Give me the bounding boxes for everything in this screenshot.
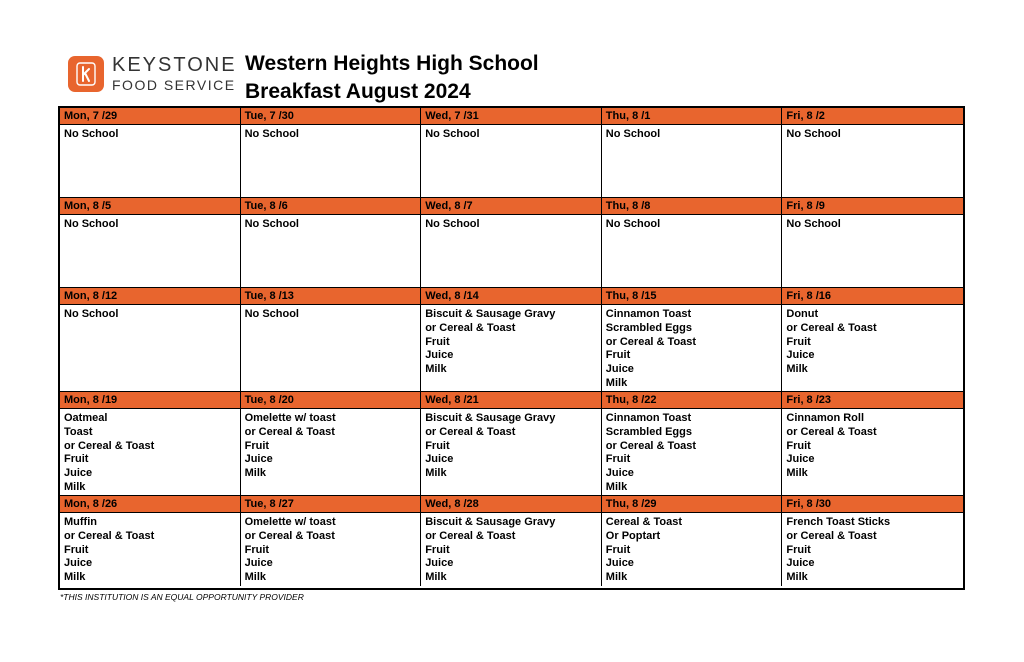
day-cell-week4-wed: [421, 392, 602, 496]
menu-calendar: [58, 106, 965, 590]
menu-item: or Cereal & Toast: [605, 439, 697, 452]
day-cell-week5-mon: [60, 496, 241, 586]
day-menu-items: [782, 125, 963, 142]
day-menu-items: [782, 409, 963, 481]
day-menu-items: [241, 215, 421, 232]
menu-item: or Cereal & Toast: [425, 425, 516, 438]
day-menu-items: [241, 513, 421, 585]
day-cell-week4-thu: [602, 392, 783, 496]
day-menu-items: [60, 513, 240, 585]
menu-item: No School: [605, 218, 661, 230]
day-menu-items: [241, 125, 421, 142]
day-cell-week4-mon: [60, 392, 241, 496]
keystone-logo-icon: [68, 56, 104, 92]
day-cell-week1-wed: [421, 108, 602, 198]
day-menu-items: [602, 513, 782, 585]
menu-item: Cinnamon Toast: [605, 412, 692, 424]
menu-item: or Cereal & Toast: [425, 529, 516, 542]
menu-item: Juice: [786, 453, 815, 466]
menu-item: Muffin: [64, 516, 97, 528]
menu-item: Fruit: [244, 439, 270, 452]
day-cell-week3-thu: [602, 288, 783, 392]
day-date-header: Tue, 7 /30: [241, 108, 421, 125]
menu-item: Juice: [605, 557, 634, 570]
brand-logo: [68, 55, 237, 92]
menu-item: Cinnamon Roll: [786, 412, 864, 424]
menu-item: Donut: [786, 308, 819, 320]
day-date-header: Tue, 8 /6: [241, 198, 421, 215]
menu-item: Cereal & Toast: [605, 516, 683, 528]
menu-item: or Cereal & Toast: [64, 439, 155, 452]
day-date-header: Mon, 7 /29: [60, 108, 240, 125]
menu-item: Milk: [605, 376, 628, 389]
day-cell-week5-wed: [421, 496, 602, 586]
menu-item: Juice: [244, 453, 273, 466]
page-title-block: [245, 50, 539, 106]
day-date-header: Mon, 8 /5: [60, 198, 240, 215]
day-menu-items: [421, 409, 601, 481]
day-cell-week1-thu: [602, 108, 783, 198]
day-date-header: Fri, 8 /2: [782, 108, 963, 125]
menu-item: Milk: [425, 363, 447, 376]
menu-item: Fruit: [786, 335, 811, 348]
equal-opportunity-footnote: *THIS INSTITUTION IS AN EQUAL OPPORTUNITY PROVIDER: [60, 592, 304, 602]
menu-item: Juice: [786, 349, 815, 362]
day-date-header: Tue, 8 /27: [241, 496, 421, 513]
day-date-header: Fri, 8 /16: [782, 288, 963, 305]
menu-title: Breakfast August 2024: [245, 80, 471, 103]
day-cell-week3-tue: [241, 288, 422, 392]
day-menu-items: [782, 305, 963, 377]
menu-item: or Cereal & Toast: [64, 529, 155, 542]
day-cell-week4-fri: [782, 392, 963, 496]
day-date-header: Fri, 8 /9: [782, 198, 963, 215]
day-cell-week2-wed: [421, 198, 602, 288]
menu-item: Juice: [786, 557, 815, 570]
menu-item: Milk: [786, 571, 808, 584]
day-cell-week5-tue: [241, 496, 422, 586]
menu-item: No School: [786, 128, 841, 140]
menu-item: or Cereal & Toast: [786, 529, 877, 542]
menu-item: Omelette w/ toast: [244, 516, 336, 528]
menu-item: Milk: [244, 571, 266, 584]
menu-item: Milk: [605, 480, 628, 493]
day-menu-items: [602, 215, 782, 232]
menu-item: Juice: [425, 453, 454, 466]
menu-item: No School: [244, 128, 299, 140]
menu-item: Milk: [786, 363, 808, 376]
menu-item: No School: [605, 128, 661, 140]
school-title: Western Heights High School: [245, 52, 539, 75]
menu-item: Fruit: [605, 349, 631, 362]
day-menu-items: [421, 125, 601, 142]
day-cell-week3-fri: [782, 288, 963, 392]
menu-item: Milk: [605, 571, 628, 584]
day-menu-items: [60, 305, 240, 322]
day-cell-week1-fri: [782, 108, 963, 198]
menu-item: No School: [64, 218, 119, 230]
menu-item: Cinnamon Toast: [605, 308, 692, 320]
day-menu-items: [421, 305, 601, 377]
day-date-header: Wed, 8 /28: [421, 496, 601, 513]
menu-item: Fruit: [64, 453, 89, 466]
menu-item: Biscuit & Sausage Gravy: [425, 308, 556, 320]
menu-item: Juice: [64, 467, 93, 480]
menu-item: or Cereal & Toast: [244, 529, 335, 542]
day-menu-items: [60, 215, 240, 232]
day-cell-week3-wed: [421, 288, 602, 392]
day-cell-week5-fri: [782, 496, 963, 586]
menu-item: No School: [786, 218, 841, 230]
menu-item: Fruit: [786, 439, 811, 452]
menu-item: No School: [64, 128, 119, 140]
menu-item: Biscuit & Sausage Gravy: [425, 412, 556, 424]
day-menu-items: [421, 513, 601, 585]
menu-item: Milk: [244, 467, 266, 480]
menu-item: No School: [425, 218, 480, 230]
menu-item: or Cereal & Toast: [425, 321, 516, 334]
day-cell-week2-thu: [602, 198, 783, 288]
menu-item: Juice: [425, 349, 454, 362]
menu-item: Juice: [244, 557, 273, 570]
day-menu-items: [602, 305, 782, 391]
menu-item: Omelette w/ toast: [244, 412, 336, 424]
menu-item: Juice: [605, 467, 634, 480]
menu-item: or Cereal & Toast: [605, 335, 697, 348]
day-cell-week2-mon: [60, 198, 241, 288]
menu-item: Biscuit & Sausage Gravy: [425, 516, 556, 528]
menu-item: Fruit: [425, 335, 450, 348]
menu-item: or Cereal & Toast: [244, 425, 335, 438]
day-menu-items: [241, 409, 421, 481]
day-date-header: Mon, 8 /26: [60, 496, 240, 513]
menu-item: Milk: [64, 571, 86, 584]
day-date-header: Fri, 8 /23: [782, 392, 963, 409]
day-date-header: Wed, 8 /21: [421, 392, 601, 409]
day-date-header: Mon, 8 /12: [60, 288, 240, 305]
day-date-header: Fri, 8 /30: [782, 496, 963, 513]
menu-item: or Cereal & Toast: [786, 321, 877, 334]
menu-item: Milk: [425, 467, 447, 480]
day-menu-items: [241, 305, 421, 322]
day-menu-items: [782, 513, 963, 585]
day-menu-items: [602, 409, 782, 495]
menu-item: Fruit: [244, 543, 270, 556]
day-date-header: Thu, 8 /1: [602, 108, 782, 125]
menu-item: Toast: [64, 425, 93, 438]
menu-item: Fruit: [425, 543, 450, 556]
menu-item: Oatmeal: [64, 412, 108, 424]
menu-item: Milk: [786, 467, 808, 480]
day-cell-week2-fri: [782, 198, 963, 288]
menu-item: No School: [64, 308, 119, 320]
menu-item: Juice: [64, 557, 93, 570]
menu-item: Scrambled Eggs: [605, 321, 692, 334]
day-menu-items: [60, 409, 240, 495]
day-menu-items: [421, 215, 601, 232]
menu-item: Fruit: [605, 543, 631, 556]
menu-item: No School: [244, 308, 299, 320]
menu-item: French Toast Sticks: [786, 516, 891, 528]
day-date-header: Wed, 7 /31: [421, 108, 601, 125]
menu-item: Scrambled Eggs: [605, 425, 692, 438]
menu-item: Fruit: [64, 543, 89, 556]
menu-item: Juice: [425, 557, 454, 570]
menu-item: Fruit: [425, 439, 450, 452]
day-date-header: Thu, 8 /22: [602, 392, 782, 409]
menu-item: Fruit: [605, 453, 631, 466]
day-date-header: Wed, 8 /7: [421, 198, 601, 215]
menu-item: Fruit: [786, 543, 811, 556]
day-cell-week4-tue: [241, 392, 422, 496]
brand-tagline: FOOD SERVICE: [112, 77, 236, 93]
menu-item: or Cereal & Toast: [786, 425, 877, 438]
menu-item: Milk: [64, 480, 86, 493]
day-date-header: Thu, 8 /29: [602, 496, 782, 513]
menu-item: No School: [244, 218, 299, 230]
menu-item: Or Poptart: [605, 529, 661, 542]
day-cell-week2-tue: [241, 198, 422, 288]
day-date-header: Tue, 8 /20: [241, 392, 421, 409]
day-date-header: Thu, 8 /15: [602, 288, 782, 305]
day-cell-week1-mon: [60, 108, 241, 198]
day-cell-week5-thu: [602, 496, 783, 586]
menu-item: Milk: [425, 571, 447, 584]
logo-k-glyph: [68, 56, 104, 92]
day-menu-items: [60, 125, 240, 142]
day-date-header: Thu, 8 /8: [602, 198, 782, 215]
day-menu-items: [782, 215, 963, 232]
day-menu-items: [602, 125, 782, 142]
day-date-header: Tue, 8 /13: [241, 288, 421, 305]
menu-item: No School: [425, 128, 480, 140]
day-cell-week1-tue: [241, 108, 422, 198]
day-date-header: Mon, 8 /19: [60, 392, 240, 409]
day-date-header: Wed, 8 /14: [421, 288, 601, 305]
brand-name: KEYSTONE: [112, 54, 237, 76]
day-cell-week3-mon: [60, 288, 241, 392]
menu-item: Juice: [605, 363, 634, 376]
